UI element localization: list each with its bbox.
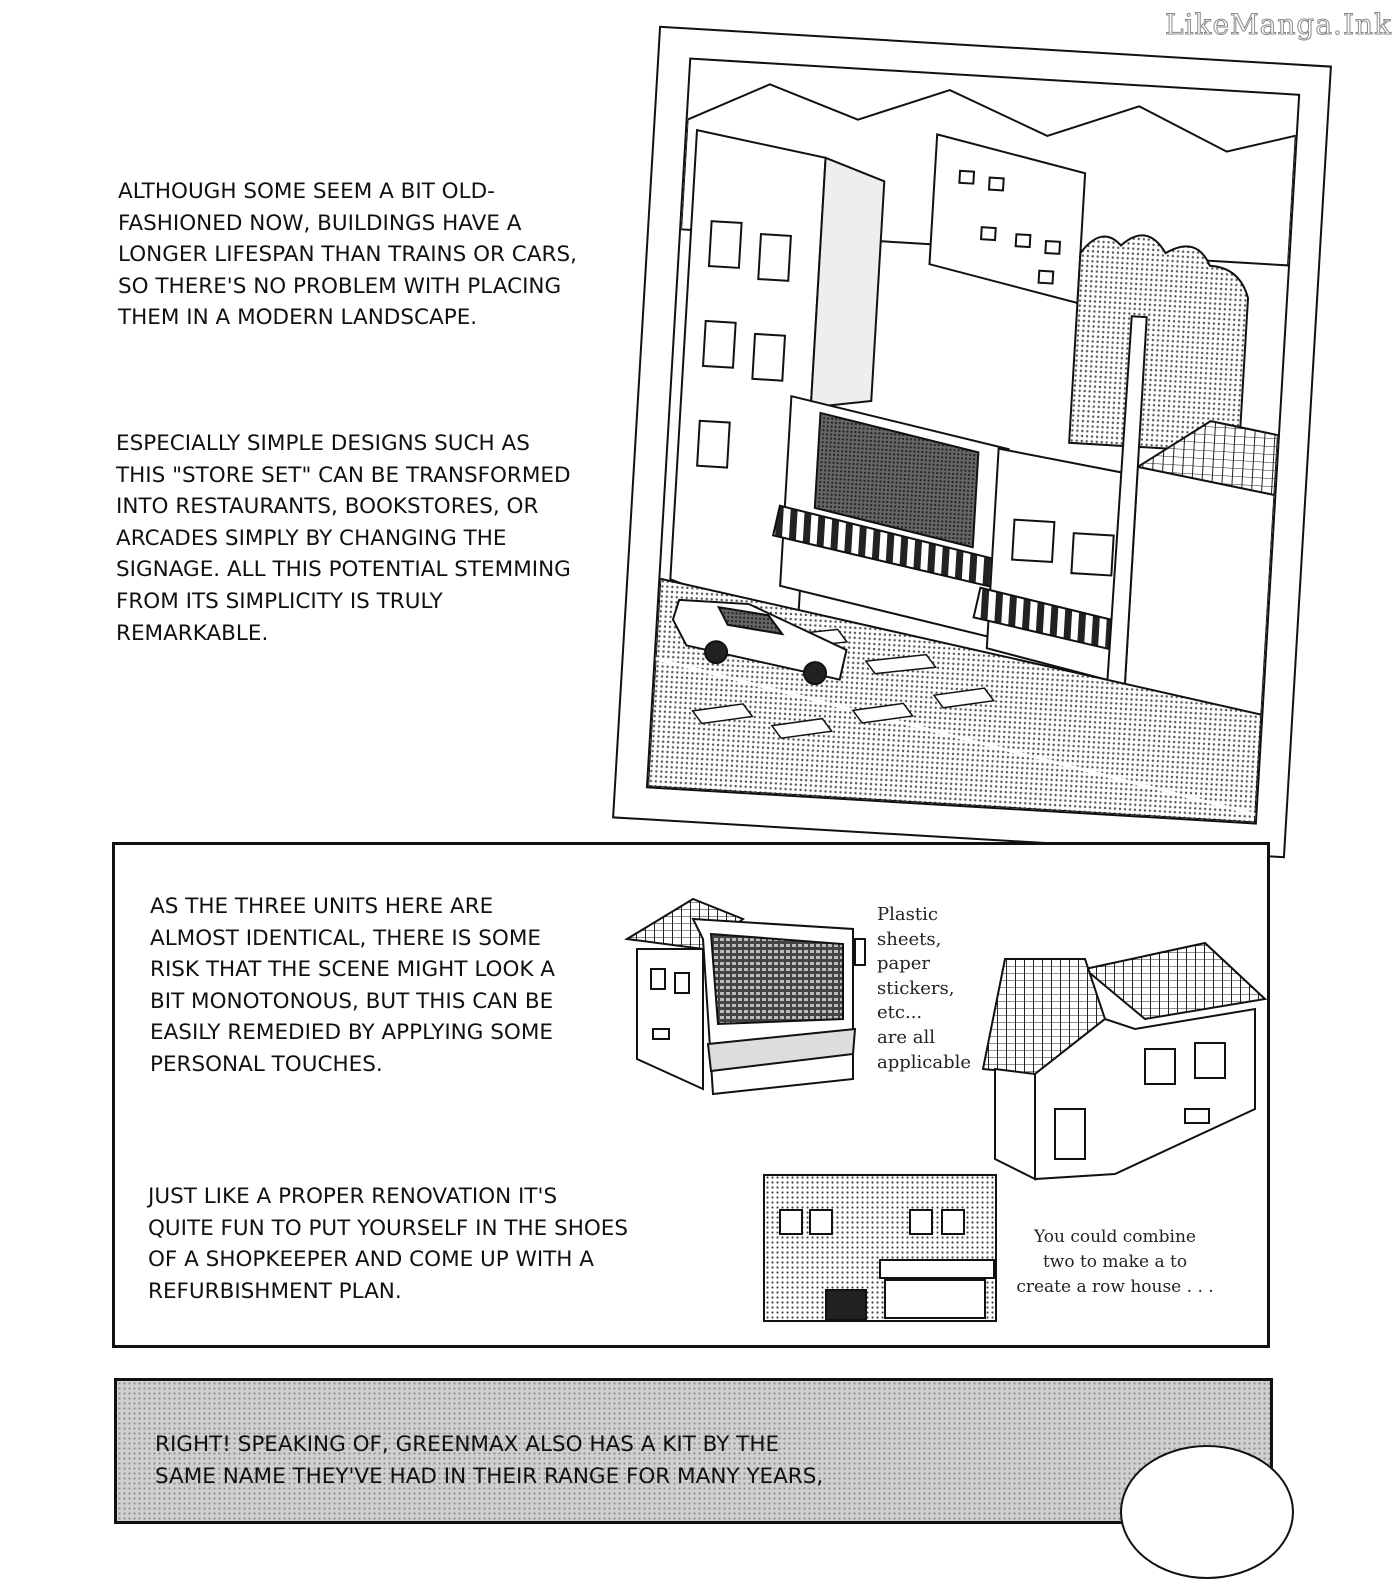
materials-note: Plastic sheets, paper stickers, etc... are all applicable xyxy=(877,904,972,1073)
monotony-paragraph: AS THE THREE UNITS HERE ARE ALMOST IDENTICAL, THERE IS SOME RISK THAT THE SCENE MIGHT LOOK A BIT MONOTONOUS, BUT THIS CAN BE EASILY REMEDIED BY APPLYING SOME PERSONAL TOUCHES. xyxy=(150,894,556,1077)
renovation-paragraph: JUST LIKE A PROPER RENOVATION IT'S QUITE FUN TO PUT YOURSELF IN THE SHOES OF A SHOPKEEPER AND COME UP WITH A REFURBISHMENT PLAN. xyxy=(148,1184,629,1304)
intro-paragraph: ALTHOUGH SOME SEEM A BIT OLD- FASHIONED NOW, BUILDINGS HAVE A LONGER LIFESPAN THAN TRAINS OR CARS, SO THERE'S NO PROBLEM WITH PLACING THEM IN A MODERN LANDSCAPE. xyxy=(118,179,577,331)
renovation-panel xyxy=(112,842,1270,1348)
row-house-note: You could combine two to make a to create a row house . . . xyxy=(1016,1227,1214,1297)
street-scene-photo xyxy=(612,26,1332,859)
row-shop-model-illustration xyxy=(760,1165,1000,1325)
speech-bubble xyxy=(1120,1445,1294,1579)
dialogue-text: RIGHT! SPEAKING OF, GREENMAX ALSO HAS A KIT BY THE SAME NAME THEY'VE HAD IN THEIR RANGE FOR MANY YEARS, xyxy=(155,1432,824,1489)
dialogue-panel xyxy=(114,1378,1273,1524)
tiled-house-model-illustration xyxy=(975,939,1270,1189)
site-watermark: LikeManga.Ink xyxy=(1164,8,1392,41)
brick-store-model-illustration xyxy=(623,889,873,1099)
store-set-paragraph: ESPECIALLY SIMPLE DESIGNS SUCH AS THIS "STORE SET" CAN BE TRANSFORMED INTO RESTAURANTS, BOOKSTORES, OR ARCADES SIMPLY BY CHANGING THE SIGNAGE. ALL THIS POTENTIAL STEMMING FROM ITS SIMPLICITY IS TRULY REMARKABLE. xyxy=(116,431,571,646)
street-scene-illustration xyxy=(646,58,1300,825)
